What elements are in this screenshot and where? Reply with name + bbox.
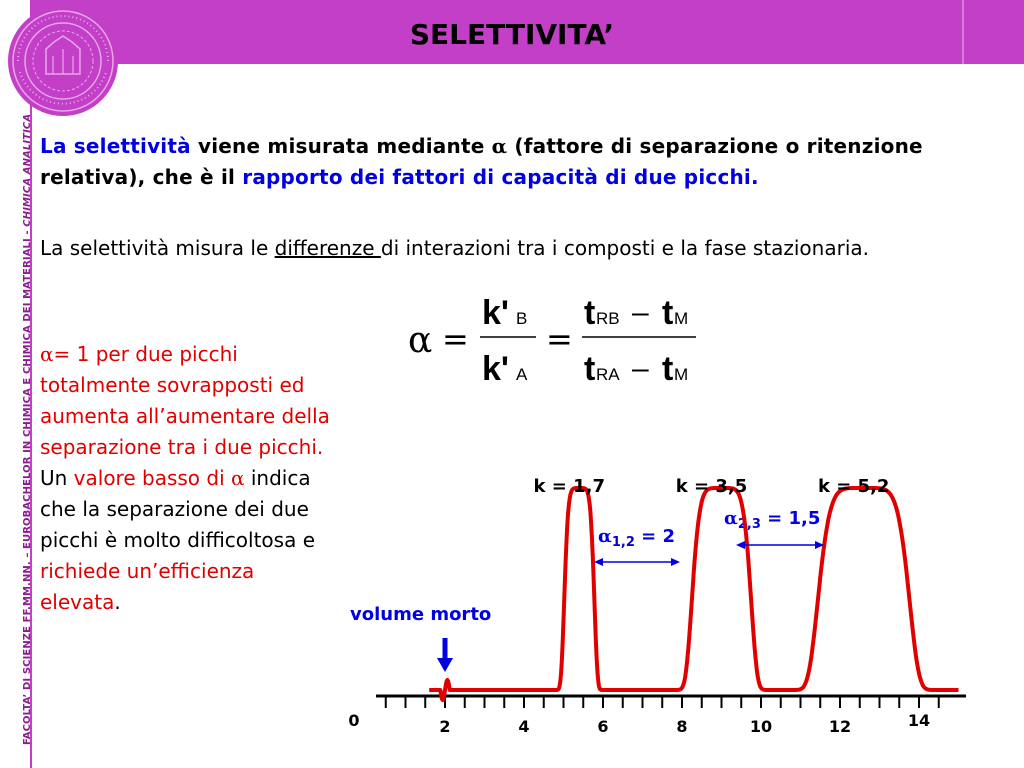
- definition-text-1: La selettività misura le: [40, 236, 275, 260]
- faculty-text-main: FACOLTA’ DI SCIENZE FF.MM.NN. – EUROBACHELOR IN CHIMICA E CHIMICA DEI MATERIALI -: [22, 226, 33, 745]
- intro-text-1: viene misurata mediante: [190, 134, 492, 158]
- explanation-text-2: Un: [40, 466, 74, 490]
- explanation-low-value: valore basso di: [73, 466, 231, 490]
- definition-paragraph: [40, 233, 1000, 264]
- formula-den2-minus: –: [632, 352, 649, 385]
- formula-num1-sub: B: [516, 309, 528, 328]
- dead-volume-label: volume morto: [350, 604, 492, 625]
- x-tick-label: 10: [749, 717, 773, 736]
- formula-alpha: α: [408, 320, 433, 361]
- explanation-alpha-1: α: [40, 342, 54, 366]
- chromatogram-chart: [340, 470, 970, 760]
- formula-den2-t1: t: [584, 350, 596, 388]
- definition-text-2: di interazioni tra i composti e la fase stazionaria.: [380, 236, 869, 260]
- formula-num2-t1: t: [584, 294, 596, 332]
- chromatogram-signal-line: [429, 488, 958, 700]
- alpha12-label: [598, 526, 675, 550]
- formula-den1-sub: A: [516, 365, 528, 384]
- formula-num2-minus: –: [632, 296, 649, 329]
- peak-label-3: k = 5,2: [817, 476, 890, 497]
- selectivity-formula: [400, 290, 700, 390]
- intro-text-2: (fattore di separazione o ritenzione relativa), che è il: [40, 134, 923, 189]
- definition-differences: differenze: [274, 236, 381, 260]
- x-tick-label: 12: [828, 717, 852, 736]
- dead-volume-arrow-head: [437, 658, 453, 672]
- intro-paragraph: [40, 131, 1000, 193]
- formula-num2-t2: t: [662, 294, 674, 332]
- vertical-faculty-text: [22, 114, 33, 745]
- formula-num1-k: k': [482, 294, 509, 332]
- alpha12-arrow-right-head: [671, 558, 680, 566]
- x-tick-label: 4: [518, 717, 530, 736]
- x-tick-label: 14: [907, 711, 931, 730]
- alpha23-label: [724, 508, 820, 532]
- formula-den2-s1: RA: [596, 365, 620, 384]
- alpha12-subscript: 1,2: [611, 535, 635, 550]
- formula-equals-2: =: [546, 320, 573, 358]
- intro-ratio: rapporto dei fattori di capacità di due picchi.: [242, 165, 759, 189]
- explanation-text-1: = 1 per due picchi totalmente sovrapposti ed aumenta all’aumentare della separazione tra i due picchi.: [40, 342, 330, 459]
- intro-selectivity: La selettività: [40, 134, 191, 158]
- alpha12-arrow-left-head: [594, 558, 603, 566]
- alpha23-arrow-left-head: [736, 541, 745, 549]
- formula-equals-1: =: [442, 320, 469, 358]
- faculty-text-italic: CHIMICA ANALITICA: [22, 113, 33, 227]
- peak-label-2: k = 3,5: [675, 476, 748, 497]
- university-seal-icon: [6, 4, 120, 118]
- explanation-alpha-2: α: [231, 466, 245, 490]
- alpha23-symbol: α: [724, 508, 738, 529]
- formula-num2-s2: M: [674, 309, 689, 328]
- x-tick-label: 6: [597, 717, 609, 736]
- explanation-efficiency: richiede un’efficienza elevata: [40, 559, 255, 614]
- formula-den2-t2: t: [662, 350, 674, 388]
- x-tick-label: 8: [676, 717, 688, 736]
- alpha12-value: = 2: [634, 526, 676, 547]
- explanation-paragraph: [40, 339, 340, 618]
- formula-den1-k: k': [482, 350, 509, 388]
- intro-alpha: α: [491, 134, 508, 158]
- formula-den2-s2: M: [674, 365, 689, 384]
- alpha12-symbol: α: [598, 526, 612, 547]
- formula-num2-s1: RB: [596, 309, 620, 328]
- peak-label-1: k = 1,7: [533, 476, 606, 497]
- page-title: SELETTIVITA’: [409, 18, 615, 51]
- x-tick-label: 2: [439, 717, 451, 736]
- x-tick-label: 0: [348, 711, 360, 730]
- alpha23-value: = 1,5: [760, 508, 821, 529]
- alpha23-subscript: 2,3: [737, 517, 761, 532]
- explanation-text-3: indica che la separazione dei due picchi è molto difficoltosa e: [40, 466, 315, 552]
- explanation-period: .: [114, 590, 121, 614]
